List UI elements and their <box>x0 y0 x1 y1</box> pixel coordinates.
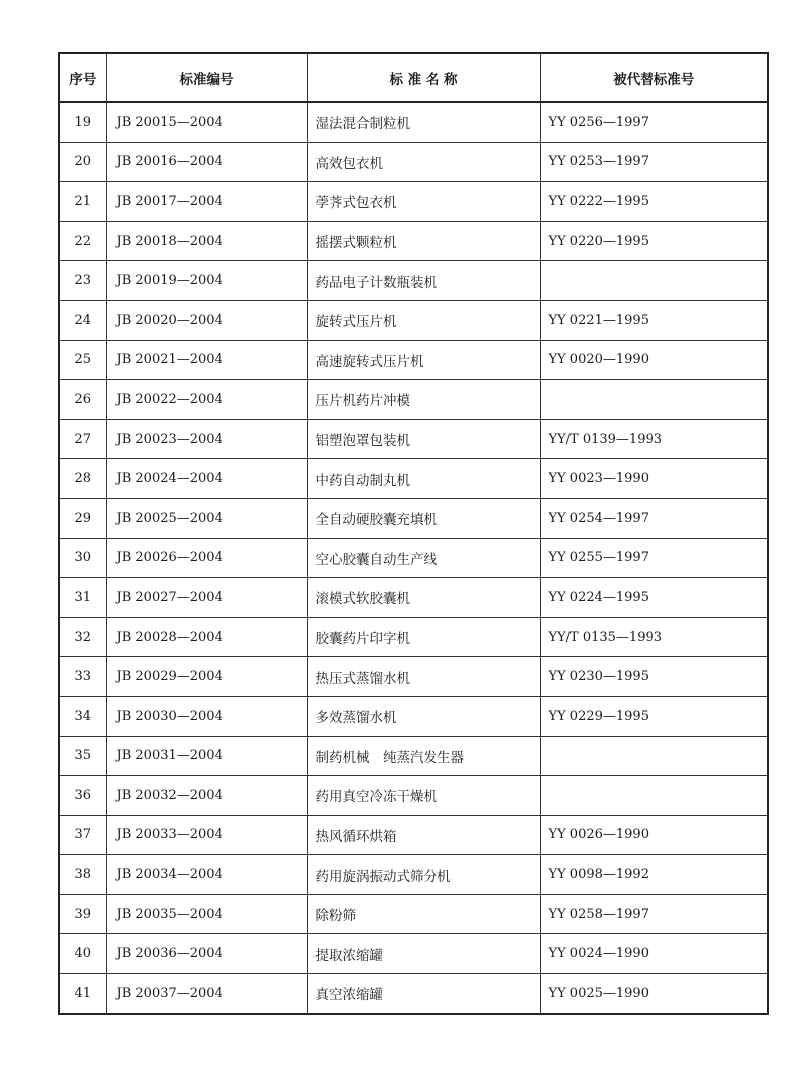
standard-name-cell: 压片机药片冲模 <box>307 380 540 420</box>
standard-code-cell: JB 20031—2004 <box>106 736 307 776</box>
standard-name-cell: 滚模式软胶囊机 <box>307 578 540 618</box>
standard-code-cell: JB 20034—2004 <box>106 855 307 895</box>
replaced-standard-cell: YY 0098—1992 <box>540 855 768 895</box>
replaced-standard-cell: YY 0230—1995 <box>540 657 768 697</box>
replaced-standard-cell: YY 0222—1995 <box>540 182 768 222</box>
replaced-standard-cell <box>540 380 768 420</box>
table-row <box>59 815 768 855</box>
table-row <box>59 221 768 261</box>
replaced-standard-cell: YY 0026—1990 <box>540 815 768 855</box>
table-row <box>59 340 768 380</box>
table-row <box>59 696 768 736</box>
seq-cell: 36 <box>59 776 106 816</box>
replaced-standard-cell: YY 0255—1997 <box>540 538 768 578</box>
standard-code-cell: JB 20017—2004 <box>106 182 307 222</box>
seq-cell: 22 <box>59 221 106 261</box>
seq-cell: 19 <box>59 102 106 142</box>
seq-cell: 32 <box>59 617 106 657</box>
seq-cell: 35 <box>59 736 106 776</box>
standard-code-cell: JB 20016—2004 <box>106 142 307 182</box>
table-row <box>59 182 768 222</box>
replaced-standard-cell: YY 0254—1997 <box>540 498 768 538</box>
table-row <box>59 974 768 1014</box>
table-row <box>59 776 768 816</box>
standard-name-cell: 药用真空冷冻干燥机 <box>307 776 540 816</box>
standard-code-cell: JB 20037—2004 <box>106 974 307 1014</box>
standard-code-cell: JB 20030—2004 <box>106 696 307 736</box>
header-row <box>59 53 768 102</box>
table-row <box>59 894 768 934</box>
seq-cell: 21 <box>59 182 106 222</box>
seq-cell: 27 <box>59 419 106 459</box>
table-row <box>59 934 768 974</box>
standard-code-cell: JB 20026—2004 <box>106 538 307 578</box>
header-seq: 序号 <box>59 53 106 102</box>
standard-name-cell: 提取浓缩罐 <box>307 934 540 974</box>
seq-cell: 26 <box>59 380 106 420</box>
table-row <box>59 102 768 142</box>
standard-name-cell: 多效蒸馏水机 <box>307 696 540 736</box>
table-row <box>59 617 768 657</box>
table-row <box>59 261 768 301</box>
standard-code-cell: JB 20029—2004 <box>106 657 307 697</box>
replaced-standard-cell: YY 0025—1990 <box>540 974 768 1014</box>
seq-cell: 34 <box>59 696 106 736</box>
standard-name-cell: 除粉筛 <box>307 894 540 934</box>
replaced-standard-cell: YY 0253—1997 <box>540 142 768 182</box>
table-body <box>59 102 768 1014</box>
standard-name-cell: 药品电子计数瓶装机 <box>307 261 540 301</box>
standard-name-cell: 胶囊药片印字机 <box>307 617 540 657</box>
replaced-standard-cell <box>540 776 768 816</box>
standard-name-cell: 高效包衣机 <box>307 142 540 182</box>
standard-code-cell: JB 20033—2004 <box>106 815 307 855</box>
table-row <box>59 459 768 499</box>
standard-code-cell: JB 20021—2004 <box>106 340 307 380</box>
standard-name-cell: 摇摆式颗粒机 <box>307 221 540 261</box>
seq-cell: 30 <box>59 538 106 578</box>
standard-code-cell: JB 20036—2004 <box>106 934 307 974</box>
table-row <box>59 657 768 697</box>
standard-name-cell: 旋转式压片机 <box>307 300 540 340</box>
seq-cell: 37 <box>59 815 106 855</box>
header-replaced: 被代替标准号 <box>540 53 768 102</box>
standards-table <box>58 52 769 1015</box>
header-name: 标 准 名 称 <box>307 53 540 102</box>
standard-name-cell: 热压式蒸馏水机 <box>307 657 540 697</box>
replaced-standard-cell: YY 0220—1995 <box>540 221 768 261</box>
replaced-standard-cell: YY 0258—1997 <box>540 894 768 934</box>
standard-name-cell: 全自动硬胶囊充填机 <box>307 498 540 538</box>
replaced-standard-cell <box>540 261 768 301</box>
table-row <box>59 300 768 340</box>
table-row <box>59 419 768 459</box>
standard-name-cell: 湿法混合制粒机 <box>307 102 540 142</box>
standard-code-cell: JB 20032—2004 <box>106 776 307 816</box>
replaced-standard-cell <box>540 736 768 776</box>
standard-code-cell: JB 20020—2004 <box>106 300 307 340</box>
replaced-standard-cell: YY 0221—1995 <box>540 300 768 340</box>
standard-code-cell: JB 20015—2004 <box>106 102 307 142</box>
standard-name-cell: 高速旋转式压片机 <box>307 340 540 380</box>
standard-name-cell: 荸荠式包衣机 <box>307 182 540 222</box>
seq-cell: 39 <box>59 894 106 934</box>
standard-code-cell: JB 20025—2004 <box>106 498 307 538</box>
seq-cell: 25 <box>59 340 106 380</box>
seq-cell: 23 <box>59 261 106 301</box>
header-code: 标准编号 <box>106 53 307 102</box>
standard-code-cell: JB 20023—2004 <box>106 419 307 459</box>
replaced-standard-cell: YY/T 0139—1993 <box>540 419 768 459</box>
seq-cell: 41 <box>59 974 106 1014</box>
replaced-standard-cell: YY 0024—1990 <box>540 934 768 974</box>
seq-cell: 38 <box>59 855 106 895</box>
table-header <box>59 53 768 102</box>
seq-cell: 29 <box>59 498 106 538</box>
seq-cell: 40 <box>59 934 106 974</box>
standard-code-cell: JB 20022—2004 <box>106 380 307 420</box>
standard-code-cell: JB 20035—2004 <box>106 894 307 934</box>
standard-code-cell: JB 20024—2004 <box>106 459 307 499</box>
table-row <box>59 538 768 578</box>
seq-cell: 31 <box>59 578 106 618</box>
table-row <box>59 736 768 776</box>
standard-code-cell: JB 20028—2004 <box>106 617 307 657</box>
replaced-standard-cell: YY 0256—1997 <box>540 102 768 142</box>
standard-name-cell: 热风循环烘箱 <box>307 815 540 855</box>
standard-name-cell: 药用旋涡振动式筛分机 <box>307 855 540 895</box>
standard-name-cell: 制药机械 纯蒸汽发生器 <box>307 736 540 776</box>
standard-name-cell: 真空浓缩罐 <box>307 974 540 1014</box>
seq-cell: 20 <box>59 142 106 182</box>
replaced-standard-cell: YY 0229—1995 <box>540 696 768 736</box>
standard-code-cell: JB 20018—2004 <box>106 221 307 261</box>
table-row <box>59 142 768 182</box>
standard-name-cell: 空心胶囊自动生产线 <box>307 538 540 578</box>
standard-name-cell: 铝塑泡罩包装机 <box>307 419 540 459</box>
standard-code-cell: JB 20019—2004 <box>106 261 307 301</box>
seq-cell: 33 <box>59 657 106 697</box>
replaced-standard-cell: YY 0020—1990 <box>540 340 768 380</box>
standard-code-cell: JB 20027—2004 <box>106 578 307 618</box>
standard-name-cell: 中药自动制丸机 <box>307 459 540 499</box>
table-row <box>59 855 768 895</box>
seq-cell: 28 <box>59 459 106 499</box>
table-row <box>59 578 768 618</box>
replaced-standard-cell: YY 0224—1995 <box>540 578 768 618</box>
replaced-standard-cell: YY/T 0135—1993 <box>540 617 768 657</box>
replaced-standard-cell: YY 0023—1990 <box>540 459 768 499</box>
table-row <box>59 380 768 420</box>
table-row <box>59 498 768 538</box>
seq-cell: 24 <box>59 300 106 340</box>
